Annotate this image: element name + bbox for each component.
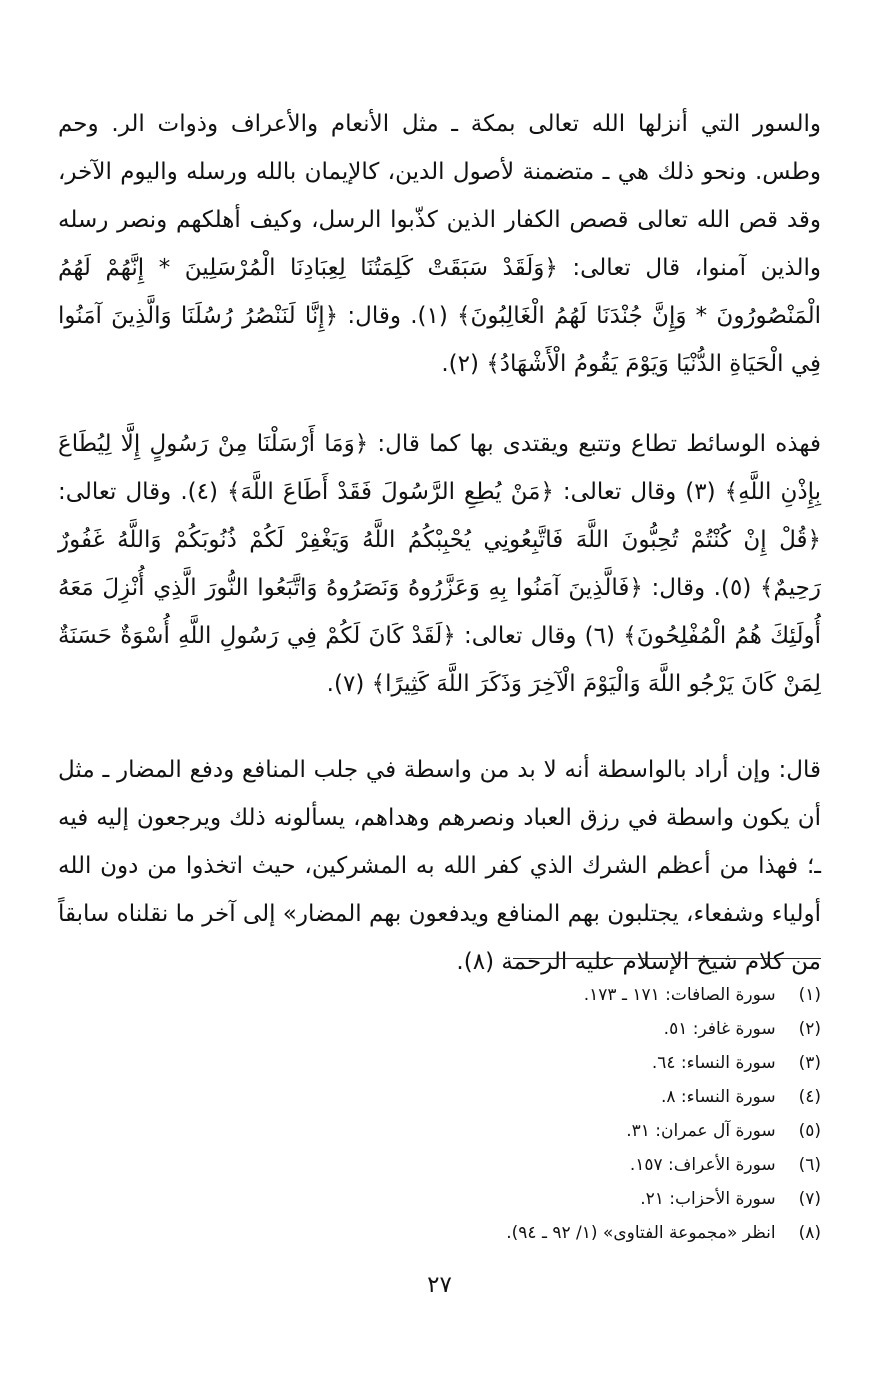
paragraph-2: فهذه الوسائط تطاع وتتبع ويقتدى بها كما قال: ﴿وَمَا أَرْسَلْنَا مِنْ رَسُولٍ إِلَّا لِيُطَاعَ بِإِذْنِ اللَّهِ﴾ (٣) وقال تعالى: ﴿مَنْ يُطِعِ الرَّسُولَ فَقَدْ أَطَاعَ اللَّهَ﴾ (٤). وقال تعالى: ﴿قُلْ إِنْ كُنْتُمْ تُحِبُّونَ اللَّهَ فَاتَّبِعُونِي يُحْبِبْكُمُ اللَّهُ وَيَغْفِرْ لَكُمْ ذُنُوبَكُمْ وَاللَّهُ غَفُورٌ رَحِيمٌ﴾ (٥). وقال: ﴿فَالَّذِينَ آمَنُوا بِهِ وَعَزَّرُوهُ وَنَصَرُوهُ وَاتَّبَعُوا النُّورَ الَّذِي أُنْزِلَ مَعَهُ أُولَئِكَ هُمُ الْمُفْلِحُونَ﴾ (٦) وقال تعالى: ﴿لَقَدْ كَانَ لَكُمْ فِي رَسُولِ اللَّهِ أُسْوَةٌ حَسَنَةٌ لِمَنْ كَانَ يَرْجُو اللَّهَ وَالْيَوْمَ الْآخِرَ وَذَكَرَ اللَّهَ كَثِيرًا﴾ (٧). <box>58 431 821 697</box>
footnote-item <box>58 1216 821 1250</box>
footnote-number: (٥) <box>798 1121 821 1141</box>
footnote-divider <box>513 958 821 959</box>
footnote-text: سورة غافر: ٥١. <box>663 1019 776 1039</box>
footnote-number: (١) <box>798 985 821 1005</box>
footnote-item <box>58 1114 821 1148</box>
footnote-item <box>58 1012 821 1046</box>
footnote-number: (٢) <box>798 1019 821 1039</box>
footnote-text: سورة آل عمران: ٣١. <box>626 1121 776 1141</box>
footnotes-list <box>58 978 821 1250</box>
footnote-number: (٤) <box>798 1087 821 1107</box>
footnote-text: سورة الصافات: ١٧١ ـ ١٧٣. <box>583 985 776 1005</box>
footnote-text: سورة الأحزاب: ٢١. <box>640 1189 776 1209</box>
footnote-number: (٧) <box>798 1189 821 1209</box>
paragraph-1: والسور التي أنزلها الله تعالى بمكة ـ مثل الأنعام والأعراف وذوات الر. وحم وطس. ونحو ذلك هي ـ متضمنة لأصول الدين، كالإيمان بالله ورسله واليوم الآخر، وقد قص الله تعالى قصص الكفار الذين كذّبوا الرسل، وكيف أهلكهم ونصر رسله والذين آمنوا، قال تعالى: ﴿وَلَقَدْ سَبَقَتْ كَلِمَتُنَا لِعِبَادِنَا الْمُرْسَلِينَ * إِنَّهُمْ لَهُمُ الْمَنْصُورُونَ * وَإِنَّ جُنْدَنَا لَهُمُ الْغَالِبُونَ﴾ (١). وقال: ﴿إِنَّا لَنَنْصُرُ رُسُلَنَا وَالَّذِينَ آمَنُوا فِي الْحَيَاةِ الدُّنْيَا وَيَوْمَ يَقُومُ الْأَشْهَادُ﴾ (٢). <box>58 111 821 377</box>
footnote-item <box>58 1148 821 1182</box>
footnote-number: (٦) <box>798 1155 821 1175</box>
footnote-number: (٨) <box>798 1223 821 1243</box>
footnote-item <box>58 1080 821 1114</box>
footnote-item <box>58 1182 821 1216</box>
footnote-text: سورة الأعراف: ١٥٧. <box>629 1155 776 1175</box>
page-number: ٢٧ <box>427 1272 452 1298</box>
paragraph-3: قال: وإن أراد بالواسطة أنه لا بد من واسطة في جلب المنافع ودفع المضار ـ مثل أن يكون واسطة في رزق العباد ونصرهم وهداهم، يسألونه ذلك ويرجعون إليه فيه ـ؛ فهذا من أعظم الشرك الذي كفر الله به المشركين، حيث اتخذوا من دون الله أولياء وشفعاء، يجتلبون بهم المنافع ويدفعون بهم المضار» إلى آخر ما نقلناه سابقاً من كلام شيخ الإسلام عليه الرحمة (٨). <box>58 757 821 975</box>
footnote-text: سورة النساء: ٨. <box>660 1087 776 1107</box>
footnote-item <box>58 978 821 1012</box>
footnote-number: (٣) <box>798 1053 821 1073</box>
footnote-text: سورة النساء: ٦٤. <box>651 1053 776 1073</box>
footnote-item <box>58 1046 821 1080</box>
footnote-text: انظر «مجموعة الفتاوى» (١/ ٩٢ ـ ٩٤). <box>506 1223 776 1243</box>
